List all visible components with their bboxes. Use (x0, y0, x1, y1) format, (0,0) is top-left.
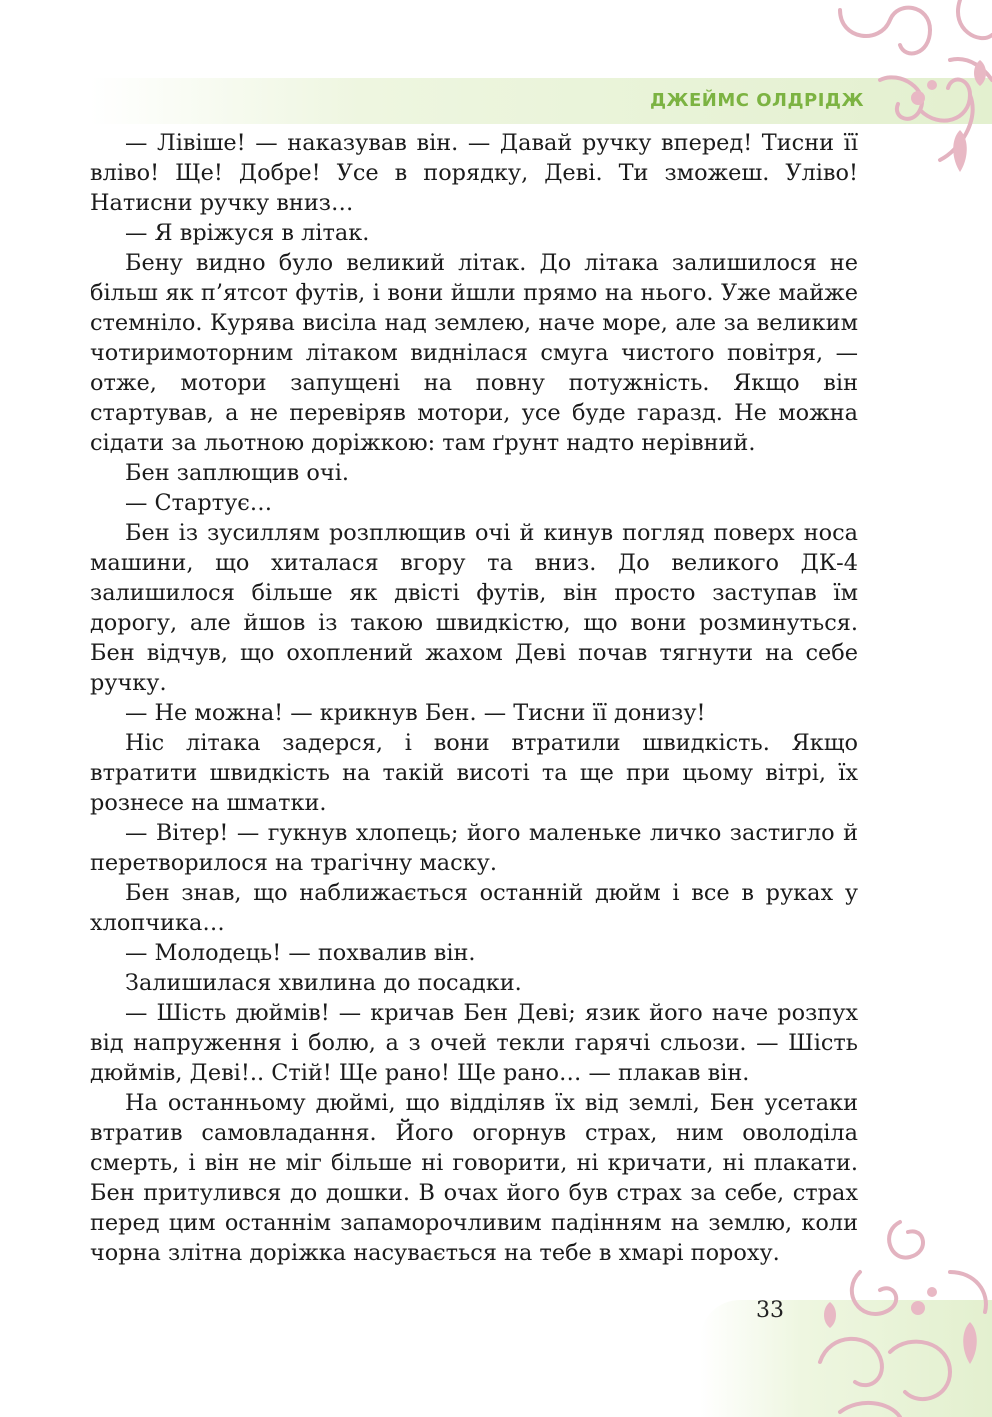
paragraph: — Молодець! — похвалив він. (125, 940, 476, 966)
page-number: 33 (756, 1298, 784, 1323)
paragraph: Ніс літака задерся, і вони втратили швидкість. Якщо втратити швидкість на такій висоті та ще при цьому вітрі, їх рознесе на шматки. (90, 730, 858, 816)
paragraph: Бен знав, що наближається останній дюйм і все в руках у хлопчика… (90, 880, 858, 936)
paragraph: Бен із зусиллям розплющив очі й кинув погляд поверх носа машини, що хиталася вгору та вниз. До великого ДК-4 залишилося більше як двісті футів, він просто заступав їм дорогу, але йшов із такою швидкістю, що вони розминуться. Бен відчув, що охоплений жахом Деві почав тягнути на себе ручку. (90, 520, 858, 696)
paragraph: — Лівіше! — наказував він. — Давай ручку вперед! Тисни її вліво! Ще! Добре! Усе в порядку, Деві. Ти зможеш. Уліво! Натисни ручку вниз… (90, 130, 858, 216)
running-header-author: ДЖЕЙМС ОЛДРІДЖ (649, 90, 864, 111)
paragraph: Бену видно було великий літак. До літака залишилося не більш як п’ятсот футів, і вони йшли прямо на нього. Уже майже стемніло. Курява висіла над землею, наче море, але за великим чотиримоторним літаком виднілася смуга чистого повітря, — отже, мотори запущені на повну потужність. Якщо він стартував, а не перевіряв мотори, усе буде гаразд. Не можна сідати за льотною доріжкою: там ґрунт надто нерівний. (90, 250, 858, 456)
floral-ornament-bottom-icon (800, 1212, 992, 1417)
paragraph: — Не можна! — крикнув Бен. — Тисни її донизу! (125, 700, 706, 726)
paragraph: Залишилася хвилина до посадки. (125, 970, 522, 996)
paragraph: На останньому дюймі, що відділяв їх від землі, Бен усетаки втратив самовладання. Його огорнув страх, ним оволоділа смерть, і він не міг більше ні говорити, ні кричати, ні плакати. Бен притулився до дошки. В очах його був страх за себе, страх перед цим останнім запаморочливим падінням на землю, коли чорна злітна доріжка насувається на тебе в хмарі пороху. (90, 1090, 858, 1266)
paragraph: — Стартує… (125, 490, 273, 516)
paragraph: — Вітер! — гукнув хлопець; його маленьке личко застигло й перетворилося на трагічну маску. (90, 820, 858, 876)
paragraph: — Я вріжуся в літак. (125, 220, 370, 246)
paragraph: — Шість дюймів! — кричав Бен Деві; язик його наче розпух від напруження і болю, а з очей текли гарячі сльози. — Шість дюймів, Деві!.. Стій! Ще рано! Ще рано… — плакав він. (90, 1000, 858, 1086)
paragraph: Бен заплющив очі. (125, 460, 349, 486)
body-text (90, 128, 858, 1268)
